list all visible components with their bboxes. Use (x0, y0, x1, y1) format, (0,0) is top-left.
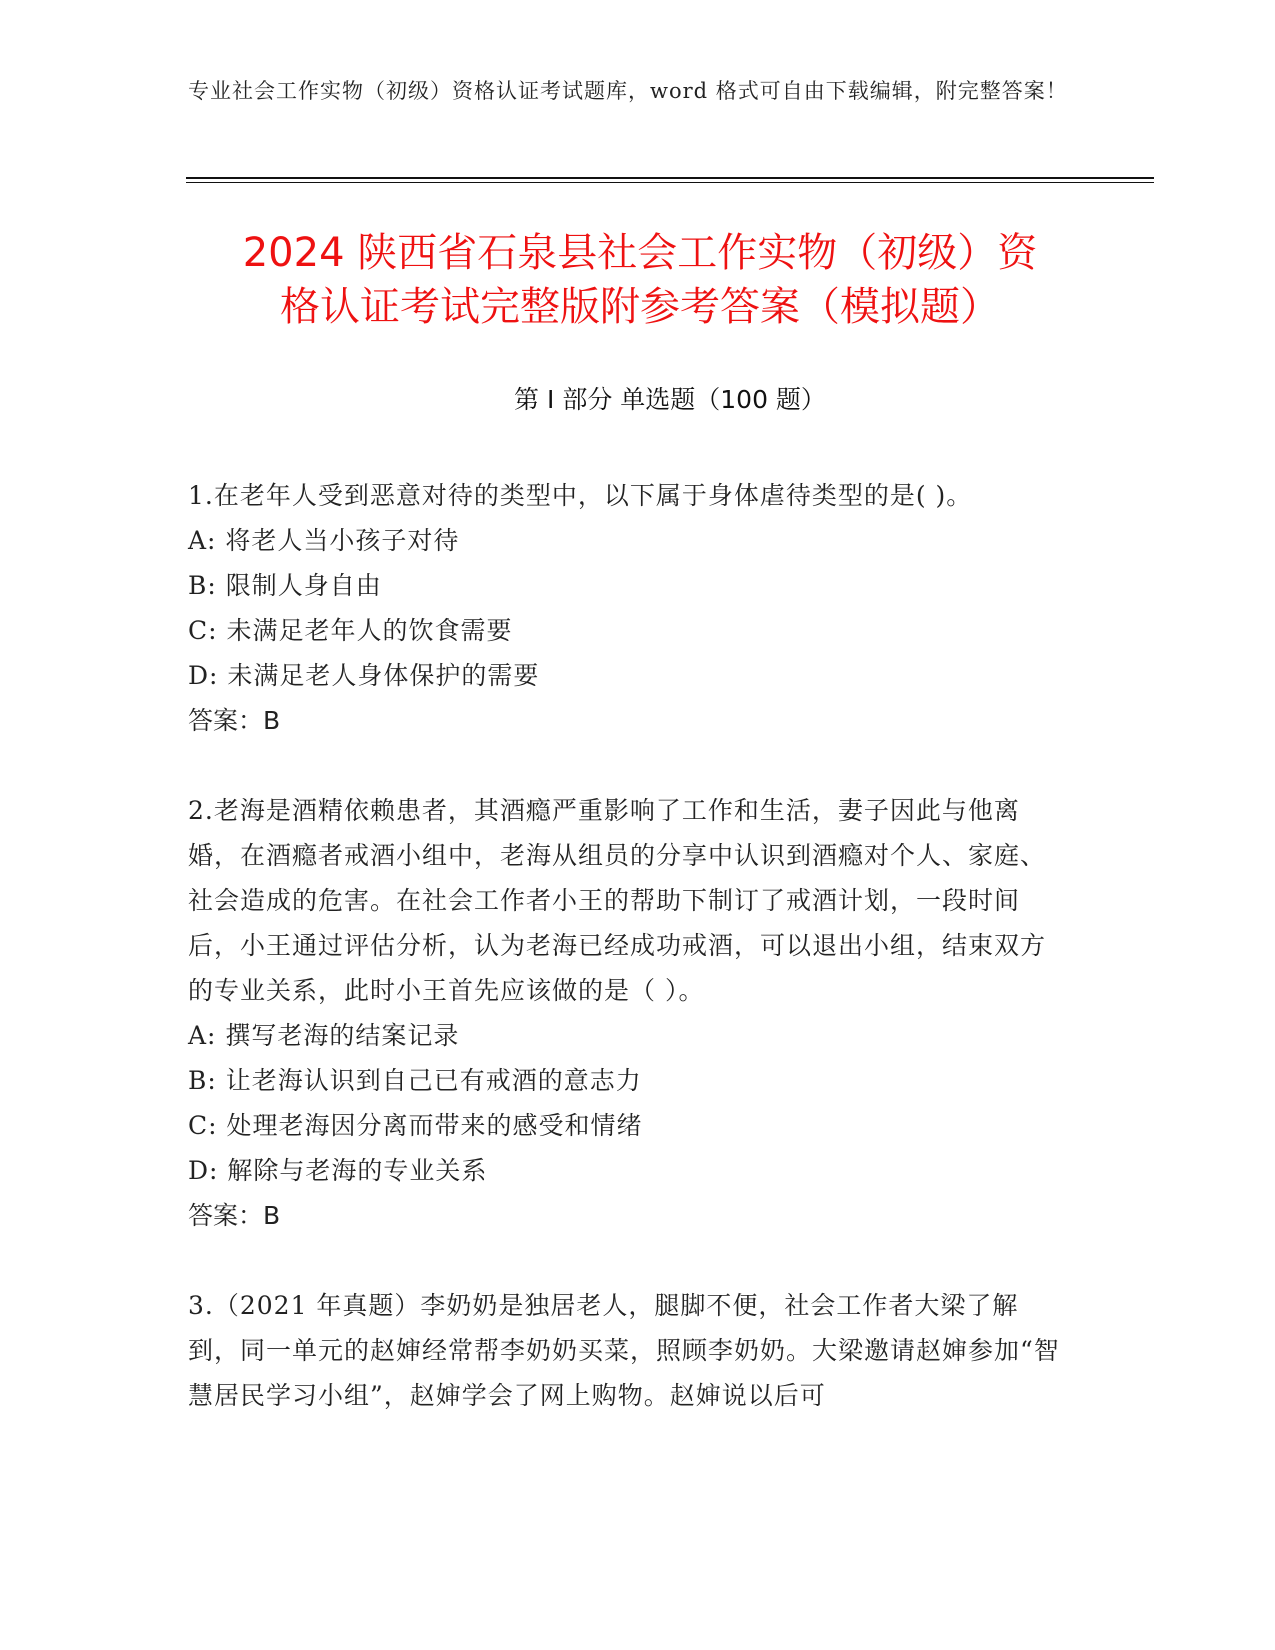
question-3 (188, 1283, 1068, 1418)
option-a: A: 撰写老海的结案记录 (188, 1021, 460, 1050)
option-d: D: 解除与老海的专业关系 (188, 1156, 488, 1185)
question-stem: 3.（2021 年真题）李奶奶是独居老人，腿脚不便，社会工作者大梁了解到，同一单元的赵婶经常帮李奶奶买菜，照顾李奶奶。大梁邀请赵婶参加“智慧居民学习小组”，赵婶学会了网上购物。赵婶说以后可 (188, 1291, 1060, 1410)
document-title-line-2: 格认证考试完整版附参考答案（模拟题） (280, 284, 1000, 330)
option-d: D: 未满足老人身体保护的需要 (188, 661, 540, 690)
question-2 (188, 788, 1068, 1238)
question-list (188, 473, 1068, 1463)
question-stem: 2.老海是酒精依赖患者，其酒瘾严重影响了工作和生活，妻子因此与他离婚，在酒瘾者戒酒小组中，老海从组员的分享中认识到酒瘾对个人、家庭、社会造成的危害。在社会工作者小王的帮助下制订了戒酒计划，一段时间后，小王通过评估分析，认为老海已经成功戒酒，可以退出小组，结束双方的专业关系，此时小王首先应该做的是（ ）。 (188, 796, 1047, 1005)
header-divider-thick (186, 177, 1154, 179)
option-c: C: 未满足老年人的饮食需要 (188, 616, 513, 645)
option-b: B: 让老海认识到自己已有戒酒的意志力 (188, 1066, 642, 1095)
header-note: 专业社会工作实物（初级）资格认证考试题库，word 格式可自由下载编辑，附完整答案！ (188, 79, 1068, 103)
option-a: A: 将老人当小孩子对待 (188, 526, 460, 555)
answer: 答案：B (188, 706, 281, 735)
document-title (180, 226, 1100, 334)
question-1 (188, 473, 1068, 743)
document-title-line-1: 2024 陕西省石泉县社会工作实物（初级）资 (242, 230, 1038, 276)
option-b: B: 限制人身自由 (188, 571, 382, 600)
option-c: C: 处理老海因分离而带来的感受和情绪 (188, 1111, 643, 1140)
question-stem: 1.在老年人受到恶意对待的类型中，以下属于身体虐待类型的是( )。 (188, 481, 973, 510)
section-title: 第 I 部分 单选题（100 题） (514, 385, 826, 414)
answer: 答案：B (188, 1201, 281, 1230)
header-divider-thin (186, 182, 1154, 183)
